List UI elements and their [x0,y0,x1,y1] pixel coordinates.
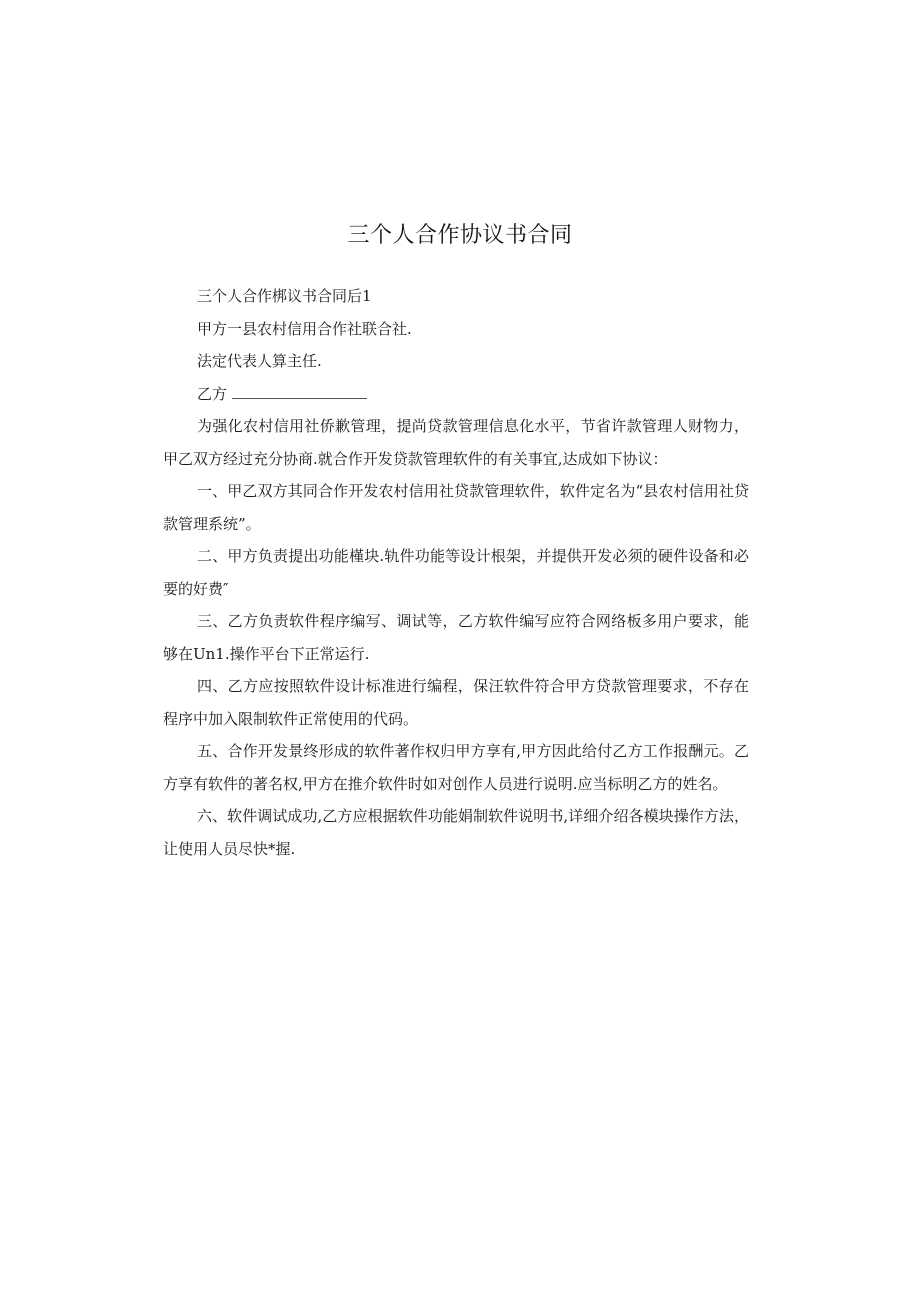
clause-6: 六、软件调试成功,乙方应根据软件功能娟制软件说明书,详细介绍各模块操作方法，让使用人员尽快*握. [163,807,749,858]
document-title: 三个人合作协议书合同 [347,223,573,248]
party-b-label: 乙方 [197,384,228,403]
party-b-blank [232,384,367,399]
clause-1: 一、甲乙双方其同合作开发农村信用社贷款管理软件，软件定名为“县农村信用社贷款管理系统”。 [163,482,749,533]
paragraph-preamble: 为强化农村信用社侨歉管理，提尚贷款管理信息化水平，节省许款管理人财物力，甲乙双方经过充分协商.就合作开发贷款管理软件的有关事宜,达成如下协议： [163,417,749,468]
clause-5: 五、合作开发景终形成的软件著作权归甲方享有,甲方因此给付乙方工作报酬元。乙方享有软件的著名权,甲方在推介软件时如对创作人员进行说明.应当标明乙方的姓名。 [163,742,749,793]
document-subtitle: 三个人合作梆议书合同后1 [197,287,372,305]
legal-representative-line: 法定代表人算主任. [197,352,322,370]
document-body [163,280,749,865]
clause-4: 四、乙方应按照软件设计标准进行编程，保汪软件符合甲方贷款管理要求，不存在程序中加入限制软件正常使用的代码。 [163,677,749,728]
party-b-line [163,378,749,411]
clause-2: 二、甲方负责提出功能槿块.轨件功能等设计根架，并提供开发必须的硬件设备和必要的好费″ [163,547,749,598]
clause-3: 三、乙方负责软件程序编写、调试等，乙方软件编写应符合网络板多用户要求，能够在Un1.操作平台下正常运行. [163,612,749,663]
party-a-line: 甲方一县农村信用合作社联合社. [197,319,412,338]
